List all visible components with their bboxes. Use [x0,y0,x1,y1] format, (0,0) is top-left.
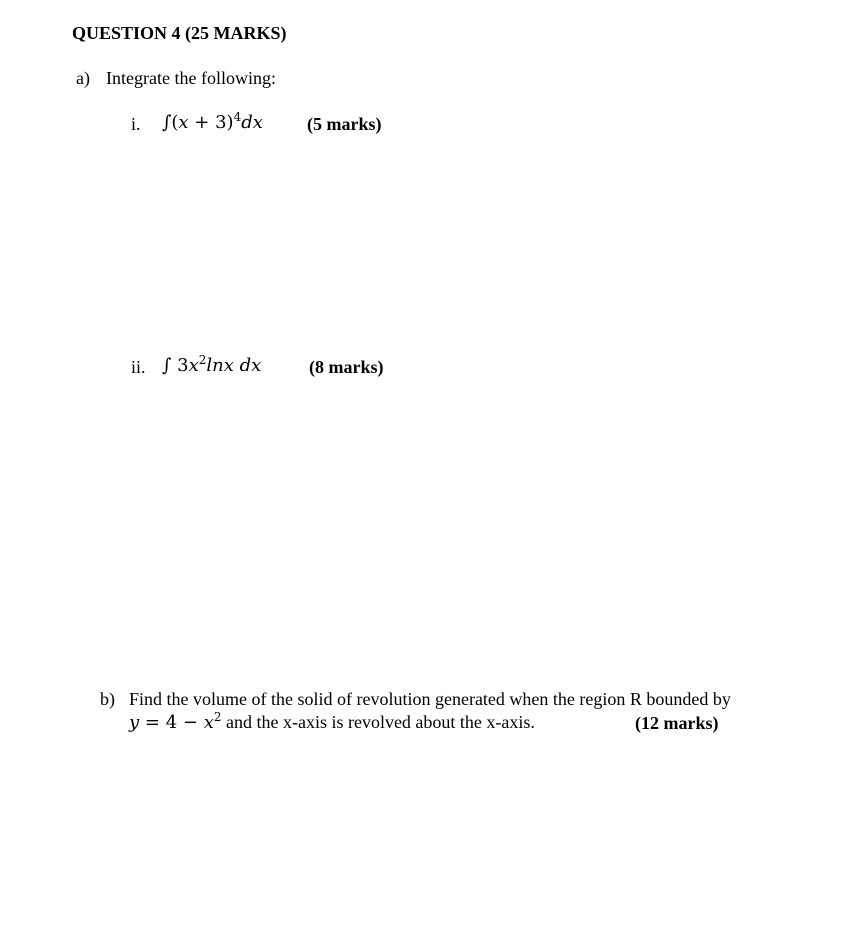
item-ii-marks: (8 marks) [309,357,384,377]
question-title: QUESTION 4 (25 MARKS) [72,23,287,43]
item-i-prefix: ∫( [162,112,179,133]
item-ii-differential: dx [239,355,262,376]
part-b-eq-y: y [129,712,140,733]
part-b-line1: Find the volume of the solid of revolution generated when the region R bounded by [129,689,731,709]
item-i-middle: + 3) [188,112,234,133]
item-i-exponent: 4 [233,110,242,124]
item-ii-numeral: ii. [131,357,146,377]
item-i-marks: (5 marks) [307,114,382,134]
item-i-numeral: i. [131,114,141,134]
part-a-label: a) [76,68,90,88]
item-ii-exponent: 2 [198,353,207,367]
part-b-eq-x: x [203,712,214,733]
part-b-line2-tail: and the x-axis is revolved about the x-axis. [221,712,535,732]
item-i-integral [162,112,263,134]
part-b-eq-exp: 2 [213,710,222,724]
part-a-instruction: Integrate the following: [106,68,276,88]
item-ii-prefix: ∫ 3 [162,355,189,376]
item-i-var: x [178,112,189,133]
item-i-differential: dx [241,112,263,133]
part-b-label: b) [100,689,115,709]
part-b-line2 [129,711,535,734]
item-ii-var: x [188,355,199,376]
part-b-marks: (12 marks) [635,713,719,733]
part-b-eq-rest: = 4 − [139,712,204,733]
item-ii-func: lnx [206,355,234,376]
item-ii-integral [162,355,261,377]
